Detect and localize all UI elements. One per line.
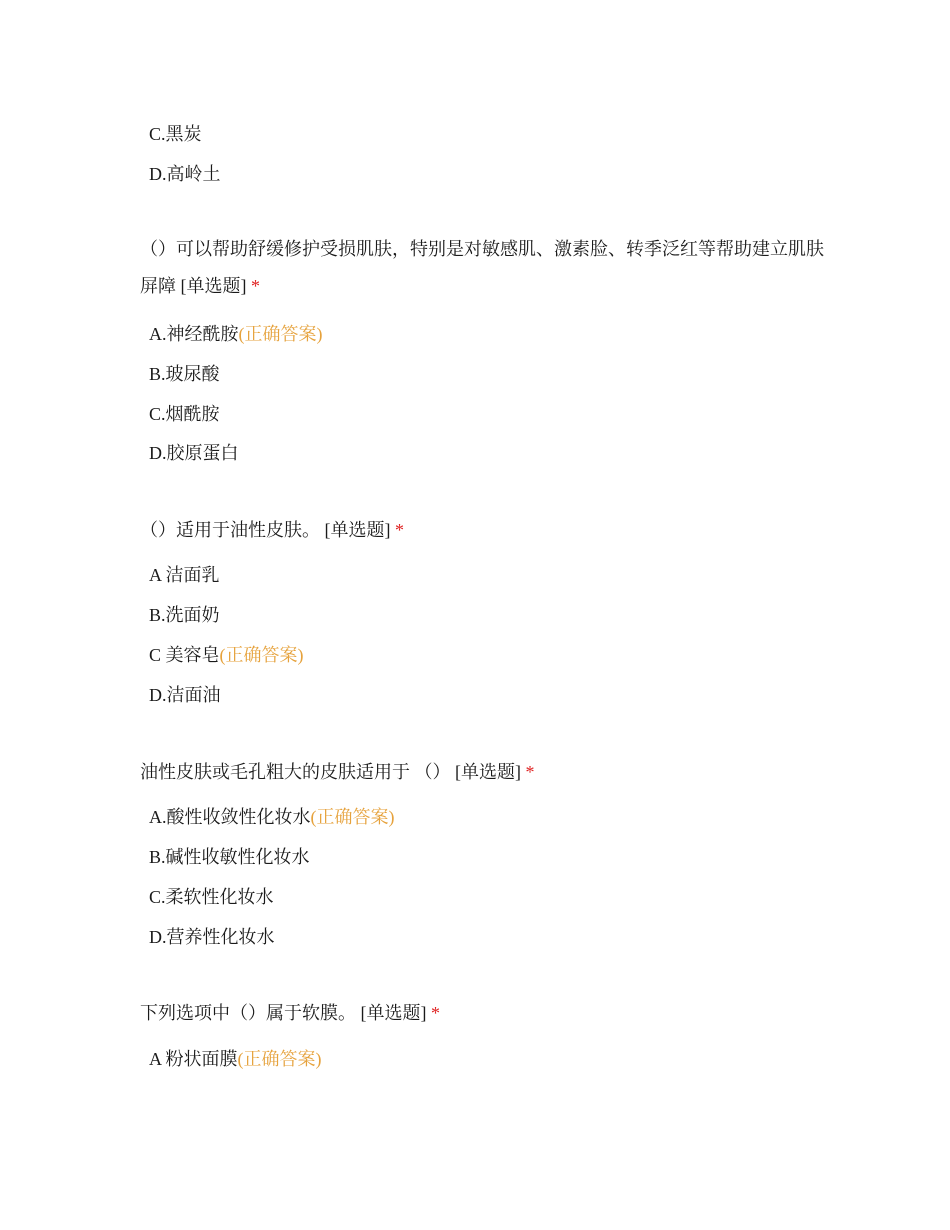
option-label: A.酸性收敛性化妆水 [149,807,311,827]
question-text: 下列选项中（）属于软膜。 [140,1003,356,1023]
question-title [140,231,830,305]
option-c [149,403,220,425]
question-title [140,519,830,541]
question-title [140,761,830,783]
correct-answer-note: (正确答案) [310,807,395,827]
question-type-tag: [单选题] [180,276,247,296]
question-text: （）可以帮助舒缓修护受损肌肤，特别是对敏感肌、激素脸、转季泛红等帮助建立肌肤屏障 [140,239,824,296]
required-mark: * [395,520,404,540]
option-b [149,604,220,626]
option-b [149,363,220,385]
option-label: A 粉状面膜 [149,1049,238,1069]
option-c [149,886,274,908]
option-a [149,323,323,345]
required-mark: * [251,276,260,296]
option-label: C 美容皂 [149,645,220,665]
option-label: C.黑炭 [149,124,202,144]
option-c [149,123,202,145]
option-label: C.柔软性化妆水 [149,887,274,907]
option-a [149,564,220,586]
question-type-tag: [单选题] [455,762,521,782]
question-type-tag: [单选题] [324,520,391,540]
question-text: 油性皮肤或毛孔粗大的皮肤适用于 （） [140,762,451,782]
option-label: B.玻尿酸 [149,364,220,384]
option-d [149,163,221,185]
option-label: B.碱性收敏性化妆水 [149,847,310,867]
option-label: A.神经酰胺 [149,324,239,344]
option-c [149,644,304,666]
correct-answer-note: (正确答案) [237,1049,322,1069]
correct-answer-note: (正确答案) [219,645,304,665]
option-label: A 洁面乳 [149,565,220,585]
option-d [149,442,239,464]
option-label: D.胶原蛋白 [149,443,239,463]
option-label: D.营养性化妆水 [149,927,275,947]
option-a [149,1048,322,1070]
option-label: D.高岭土 [149,164,221,184]
question-type-tag: [单选题] [360,1003,427,1023]
question-text: （）适用于油性皮肤。 [140,520,320,540]
option-d [149,684,221,706]
required-mark: * [431,1003,440,1023]
option-a [149,806,395,828]
question-title [140,1002,830,1024]
option-b [149,846,310,868]
option-d [149,926,275,948]
correct-answer-note: (正确答案) [238,324,323,344]
required-mark: * [525,762,535,782]
option-label: B.洗面奶 [149,605,220,625]
option-label: D.洁面油 [149,685,221,705]
option-label: C.烟酰胺 [149,404,220,424]
